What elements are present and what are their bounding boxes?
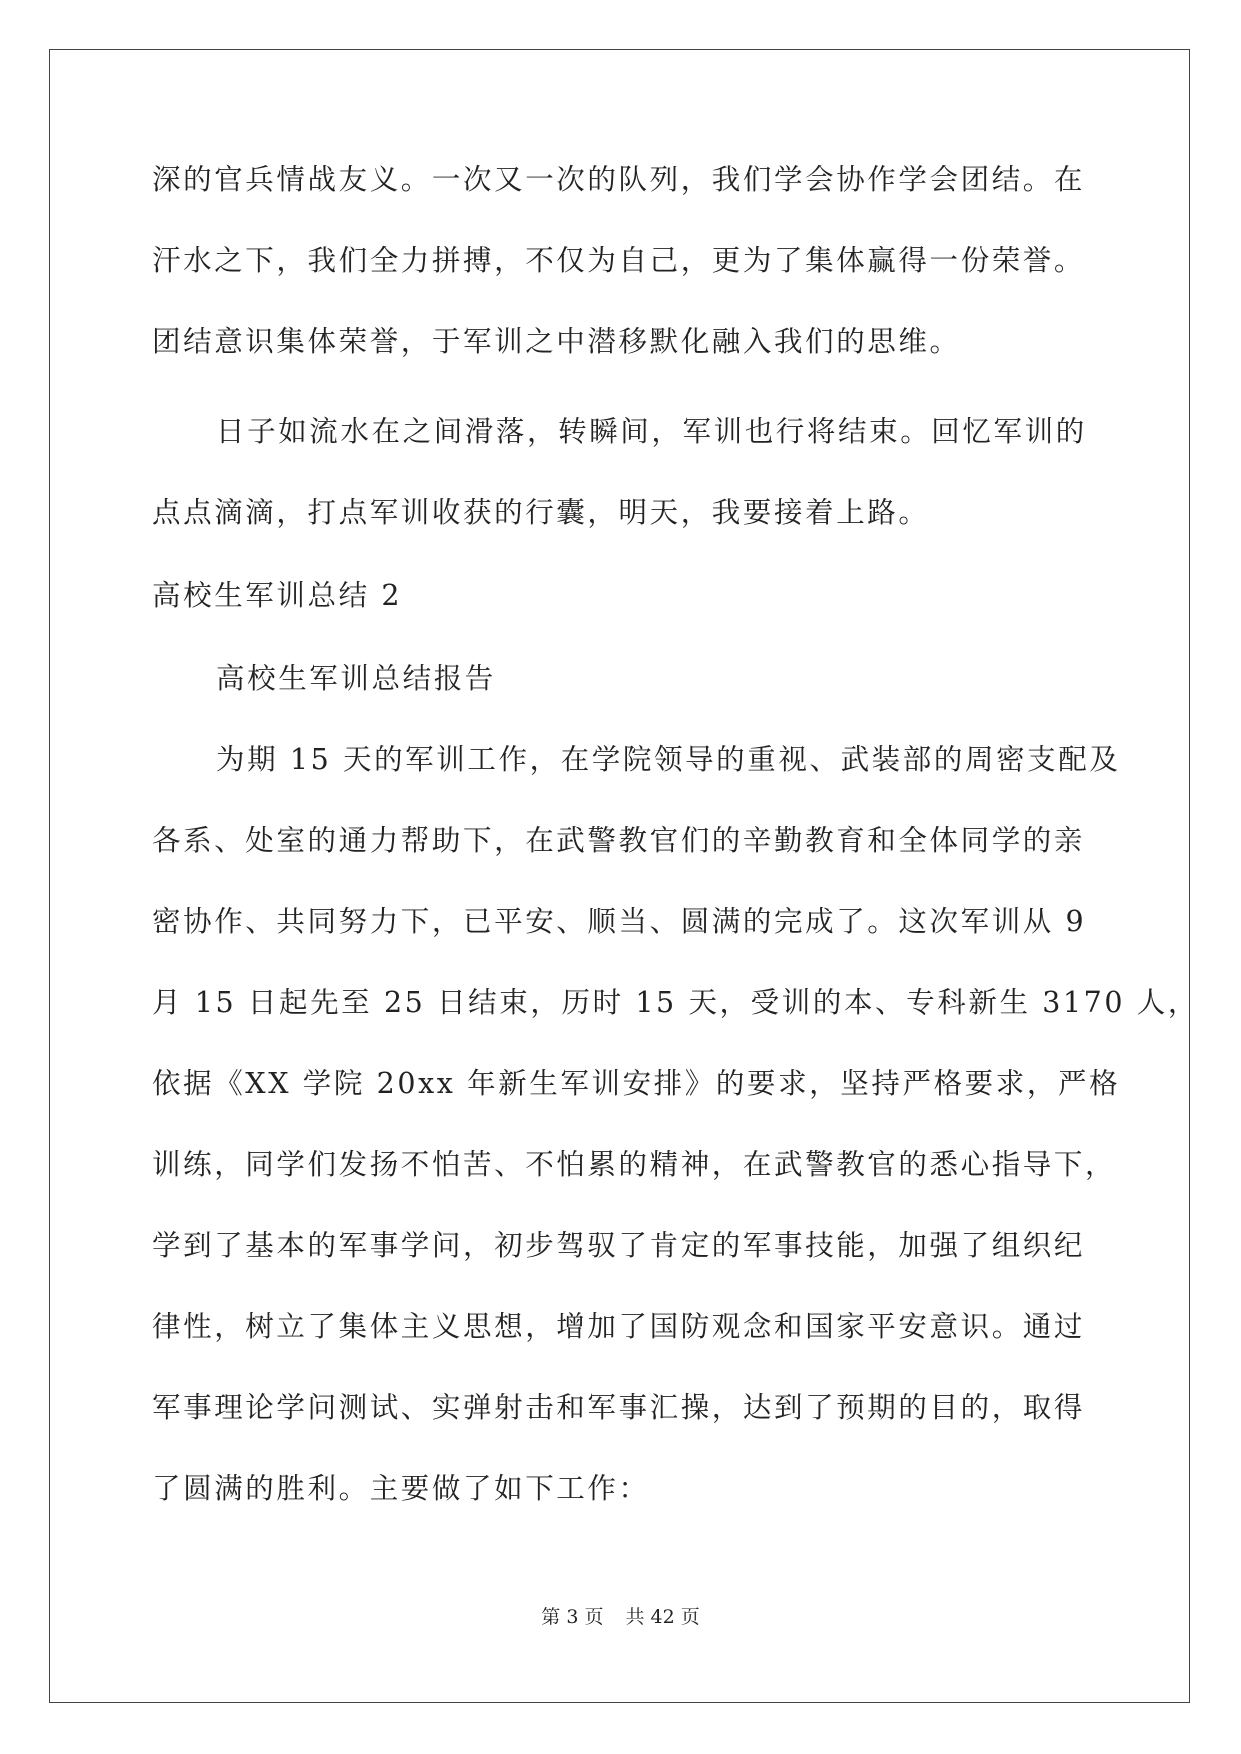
page-number: 第 3 页 [541, 1606, 604, 1628]
paragraph-line: 点点滴滴，打点军训收获的行囊，明天，我要接着上路。 [152, 496, 930, 529]
paragraph-line: 月 15 日起先至 25 日结束，历时 15 天，受训的本、专科新生 3170 人， [152, 986, 1200, 1019]
page-footer [0, 1602, 1241, 1629]
paragraph-line: 汗水之下，我们全力拼搏，不仅为自己，更为了集体赢得一份荣誉。 [152, 244, 1086, 277]
page-border [49, 49, 1190, 1703]
paragraph-line: 密协作、共同努力下，已平安、顺当、圆满的完成了。这次军训从 9 [152, 905, 1087, 938]
paragraph-line: 深的官兵情战友义。一次又一次的队列，我们学会协作学会团结。在 [152, 163, 1086, 196]
paragraph-line: 依据《XX 学院 20xx 年新生军训安排》的要求，坚持严格要求，严格 [152, 1067, 1121, 1100]
paragraph-line: 军事理论学问测试、实弹射击和军事汇操，达到了预期的目的，取得 [152, 1391, 1086, 1424]
paragraph-line: 为期 15 天的军训工作，在学院领导的重视、武装部的周密支配及 [216, 743, 1121, 776]
paragraph-line: 训练，同学们发扬不怕苦、不怕累的精神，在武警教官的悉心指导下， [152, 1148, 1117, 1181]
section-heading: 高校生军训总结 2 [152, 579, 403, 612]
page-total: 共 42 页 [625, 1606, 700, 1628]
paragraph-line: 律性，树立了集体主义思想，增加了国防观念和国家平安意识。通过 [152, 1310, 1086, 1343]
paragraph-line: 日子如流水在之间滑落，转瞬间，军训也行将结束。回忆军训的 [216, 415, 1087, 448]
report-title: 高校生军训总结报告 [216, 662, 496, 695]
paragraph-line: 团结意识集体荣誉，于军训之中潜移默化融入我们的思维。 [152, 325, 961, 358]
paragraph-line: 各系、处室的通力帮助下，在武警教官们的辛勤教育和全体同学的亲 [152, 824, 1086, 857]
paragraph-line: 学到了基本的军事学问，初步驾驭了肯定的军事技能，加强了组织纪 [152, 1229, 1086, 1262]
paragraph-line: 了圆满的胜利。主要做了如下工作： [152, 1472, 650, 1505]
